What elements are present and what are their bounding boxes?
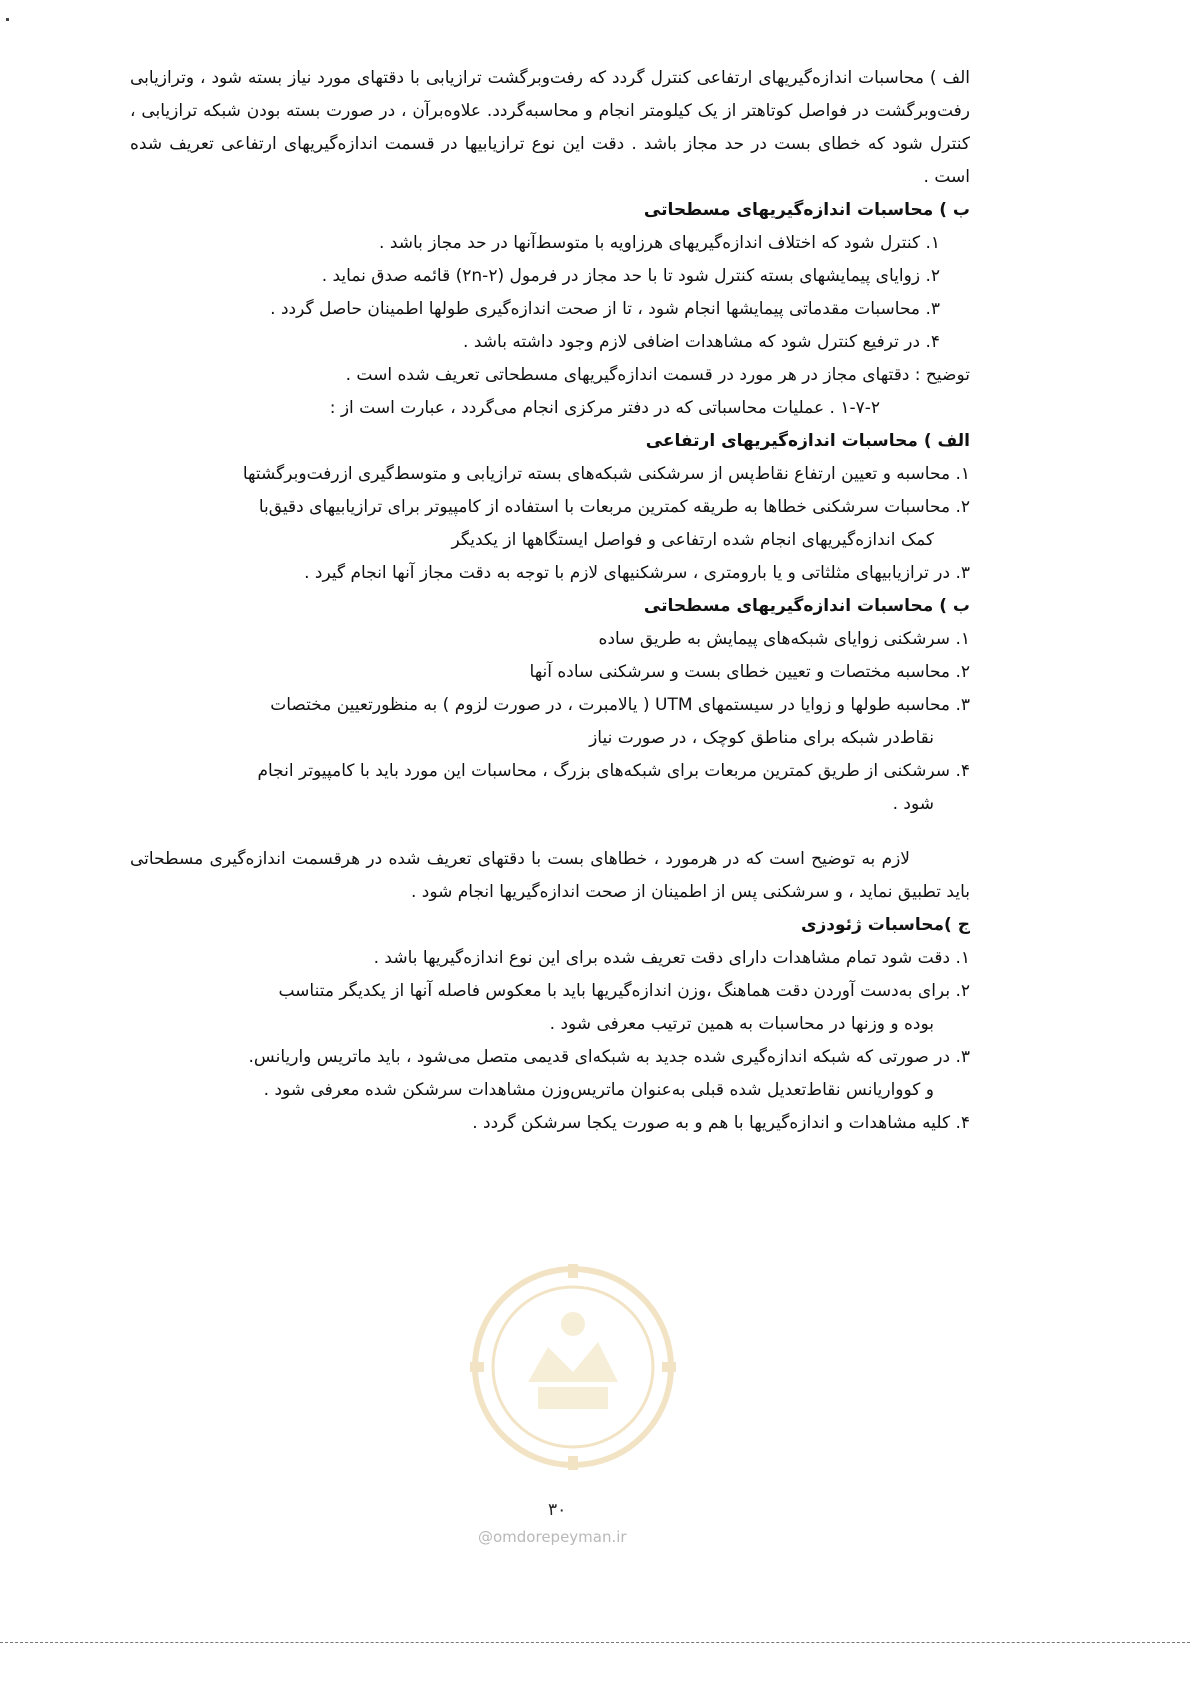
geodetic-item-2-continued: بوده و وزنها در محاسبات به همین ترتیب معرفی شود . xyxy=(549,1014,934,1034)
closing-paragraph: لازم به توضیح است که در هرمورد ، خطاهای بست با دقتهای تعریف شده در هرقسمت اندازه‌گیری مسطحاتی باید تطبیق نماید ، و سرشکنی پس از اطمینان از صحت اندازه‌گیریها انجام شود . xyxy=(130,849,970,902)
page-number: ۳۰ xyxy=(548,1500,567,1520)
section-b-item-2: ۲. زوایای پیمایشهای بسته کنترل شود تا با حد مجاز در فرمول (۲-۲n) قائمه صدق نماید . xyxy=(321,266,940,286)
geodetic-item-2: ۲. برای به‌دست آوردن دقت هماهنگ ،وزن اندازه‌گیریها باید با معکوس فاصله آنها از یکدیگر متناسب xyxy=(278,981,970,1001)
section-b-heading: ب ) محاسبات اندازه‌گیریهای مسطحاتی xyxy=(643,200,970,220)
planimetric-item-1: ۱. سرشکنی زوایای شبکه‌های پیمایش به طریق ساده xyxy=(598,629,970,649)
geodetic-item-3-continued: و کوواریانس نقاط‌تعدیل شده قبلی به‌عنوان ماتریس‌وزن مشاهدات سرشکن شده معرفی شود . xyxy=(263,1080,934,1100)
section-b-item-3: ۳. محاسبات مقدماتی پیمایشها انجام شود ، تا از صحت اندازه‌گیری طولها اطمینان حاصل گردد . xyxy=(270,299,940,319)
height-item-2-continued: کمک اندازه‌گیریهای انجام شده ارتفاعی و فواصل ایستگاهها از یکدیگر xyxy=(451,530,934,550)
scan-speck xyxy=(6,18,9,21)
section-b-item-4: ۴. در ترفیع کنترل شود که مشاهدات اضافی لازم وجود داشته باشد . xyxy=(463,332,940,352)
planimetric-heading: ب ) محاسبات اندازه‌گیریهای مسطحاتی xyxy=(643,596,970,616)
watermark-site-text: @omdorepeyman.ir xyxy=(478,1528,627,1546)
planimetric-item-3-continued: نقاط‌در شبکه برای مناطق کوچک ، در صورت نیاز xyxy=(589,728,934,748)
central-office-heading: ۱-۷-۲ . عملیات محاسباتی که در دفتر مرکزی انجام می‌گردد ، عبارت است از : xyxy=(329,398,880,418)
page-body xyxy=(130,62,970,1140)
planimetric-item-3: ۳. محاسبه طولها و زوایا در سیستمهای UTM ( یالامبرت ، در صورت لزوم ) به منظورتعیین مختصات xyxy=(270,695,970,715)
geodetic-heading: ج )محاسبات ژئودزی xyxy=(800,915,970,935)
geodetic-item-1: ۱. دقت شود تمام مشاهدات دارای دقت تعریف شده برای این نوع اندازه‌گیریها باشد . xyxy=(373,948,970,968)
planimetric-item-2: ۲. محاسبه مختصات و تعیین خطای بست و سرشکنی ساده آنها xyxy=(529,662,970,682)
geodetic-item-4: ۴. کلیه مشاهدات و اندازه‌گیریها با هم و به صورت یکجا سرشکن گردد . xyxy=(472,1113,970,1133)
planimetric-item-4: ۴. سرشکنی از طریق کمترین مربعات برای شبکه‌های بزرگ ، محاسبات این مورد باید با کامپیوتر انجام xyxy=(257,761,970,781)
geodetic-item-3: ۳. در صورتی که شبکه اندازه‌گیری شده جدید به شبکه‌ای قدیمی متصل می‌شود ، باید ماتریس واریانس. xyxy=(248,1047,970,1067)
bottom-dashed-rule xyxy=(0,1642,1190,1643)
height-item-1: ۱. محاسبه و تعیین ارتفاع نقاط‌پس از سرشکنی شبکه‌های بسته ترازیابی و متوسط‌گیری ازرفت‌وبرگشتها xyxy=(242,464,970,484)
watermark-seal-icon xyxy=(468,1262,678,1472)
height-item-3: ۳. در ترازیابیهای مثلثاتی و یا بارومتری ، سرشکنیهای لازم با توجه به دقت مجاز آنها انجام گیرد . xyxy=(304,563,970,583)
height-item-2: ۲. محاسبات سرشکنی خطاها به طریقه کمترین مربعات با استفاده از کامپیوتر برای ترازیابیهای دقیق‌با xyxy=(258,497,970,517)
section-b-note: توضیح : دقتهای مجاز در هر مورد در قسمت اندازه‌گیریهای مسطحاتی تعریف شده است . xyxy=(345,365,970,385)
section-a-paragraph: الف ) محاسبات اندازه‌گیریهای ارتفاعی کنترل گردد که رفت‌وبرگشت ترازیابی با دقتهای مورد نیاز بسته شود ، وترازیابی رفت‌وبرگشت در فواصل کوتاهتر از یک کیلومتر انجام و محاسبه‌گردد. علاوه‌برآن ، در صورت بسته بودن شبکه ترازیابی ، کنترل شود که خطای بست در حد مجاز باشد . دقت این نوع ترازیابیها در قسمت اندازه‌گیریهای ارتفاعی تعریف شده است . xyxy=(130,68,970,187)
height-heading: الف ) محاسبات اندازه‌گیریهای ارتفاعی xyxy=(645,431,970,451)
planimetric-item-4-continued: شود . xyxy=(892,794,934,814)
section-b-item-1: ۱. کنترل شود که اختلاف اندازه‌گیریهای هرزاویه با متوسط‌آنها در حد مجاز باشد . xyxy=(379,233,940,253)
